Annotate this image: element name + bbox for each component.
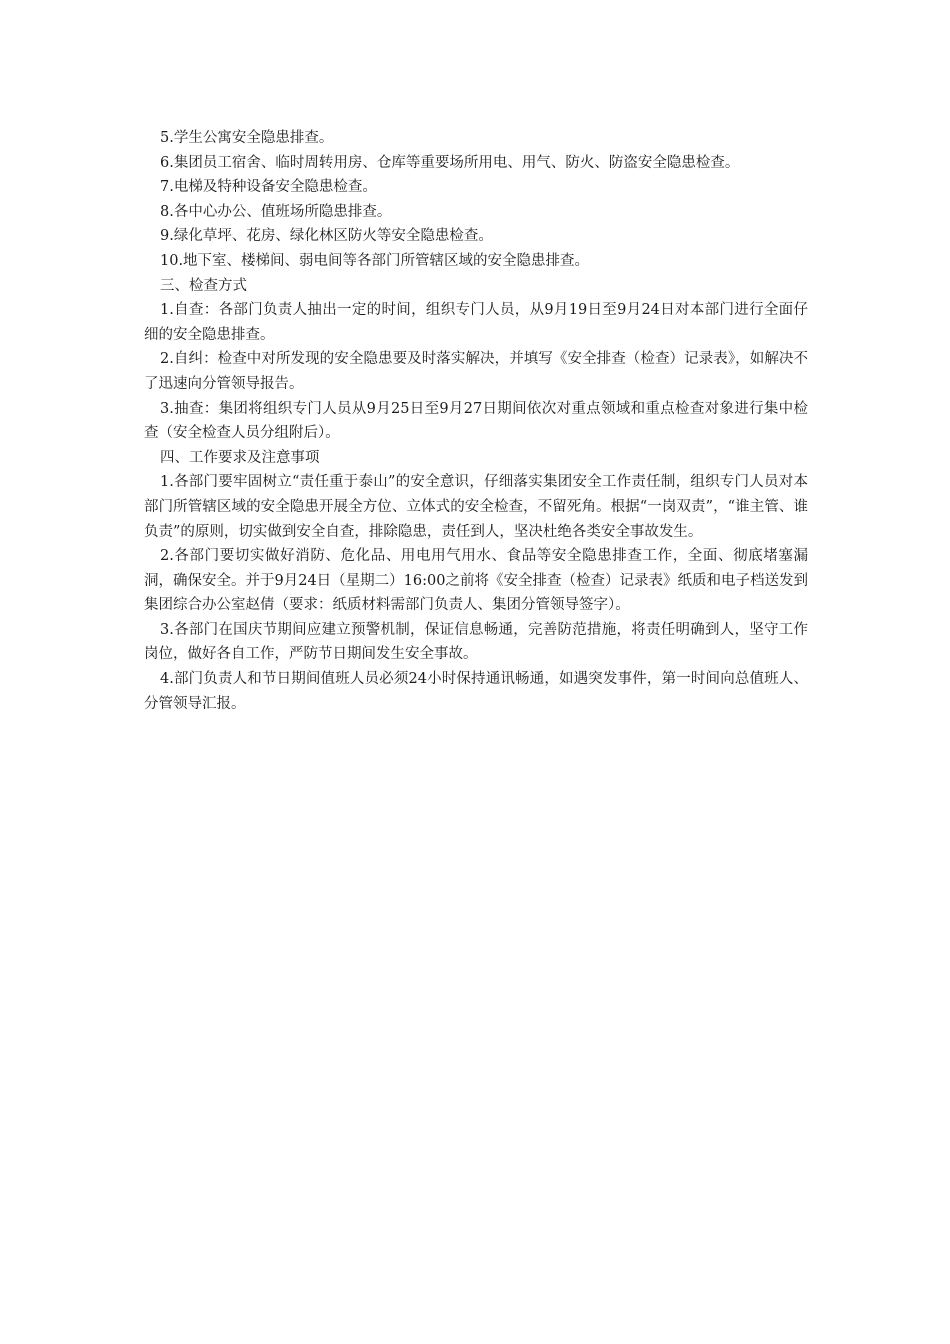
document-body: [144, 126, 808, 716]
section-heading-requirements: 四、工作要求及注意事项: [160, 449, 320, 466]
list-item-staff-dormitory: 6.集团员工宿舍、临时周转用房、仓库等重要场所用电、用气、防火、防盗安全隐患检查。: [160, 154, 740, 171]
list-item-self-correct: 2.自纠：检查中对所发现的安全隐患要及时落实解决，并填写《安全排查（检查）记录表》，如解决不了迅速向分管领导报告。: [144, 351, 808, 392]
section-heading-inspection-method: 三、检查方式: [160, 277, 247, 294]
list-item-self-check: 1.自查：各部门负责人抽出一定的时间，组织专门人员，从9月19日至9月24日对本部门进行全面仔细的安全隐患排查。: [144, 302, 808, 343]
list-item-basement: 10.地下室、楼梯间、弱电间等各部门所管辖区域的安全隐患排查。: [160, 252, 590, 269]
list-item-requirement-1: 1.各部门要牢固树立“责任重于泰山”的安全意识，仔细落实集团安全工作责任制，组织专门人员对本部门所管辖区域的安全隐患开展全方位、立体式的安全检查，不留死角。根据“一岗双责”，“谁主管、谁负责”的原则，切实做到安全自查，排除隐患，责任到人，坚决杜绝各类安全事故发生。: [144, 474, 808, 540]
list-item-requirement-4: 4.部门负责人和节日期间值班人员必须24小时保持通讯畅通，如遇突发事件，第一时间向总值班人、分管领导汇报。: [144, 671, 808, 712]
list-item-requirement-3: 3.各部门在国庆节期间应建立预警机制，保证信息畅通，完善防范措施，将责任明确到人，坚守工作岗位，做好各自工作，严防节日期间发生安全事故。: [144, 621, 808, 663]
list-item-greening: 9.绿化草坪、花房、绿化林区防火等安全隐患检查。: [160, 228, 493, 245]
list-item-student-apartment: 5.学生公寓安全隐患排查。: [160, 130, 334, 146]
list-item-elevator: 7.电梯及特种设备安全隐患检查。: [160, 179, 377, 196]
list-item-requirement-2: 2.各部门要切实做好消防、危化品、用电用气用水、食品等安全隐患排查工作，全面、彻底堵塞漏洞，确保安全。并于9月24日（星期二）16:00之前将《安全排查（检查）记录表》纸质和电子档送发到集团综合办公室赵倩（要求：纸质材料需部门负责人、集团分管领导签字）。: [144, 548, 808, 614]
list-item-spot-check: 3.抽查：集团将组织专门人员从9月25日至9月27日期间依次对重点领域和重点检查对象进行集中检查（安全检查人员分组附后）。: [144, 400, 808, 442]
list-item-office: 8.各中心办公、值班场所隐患排查。: [160, 203, 392, 220]
